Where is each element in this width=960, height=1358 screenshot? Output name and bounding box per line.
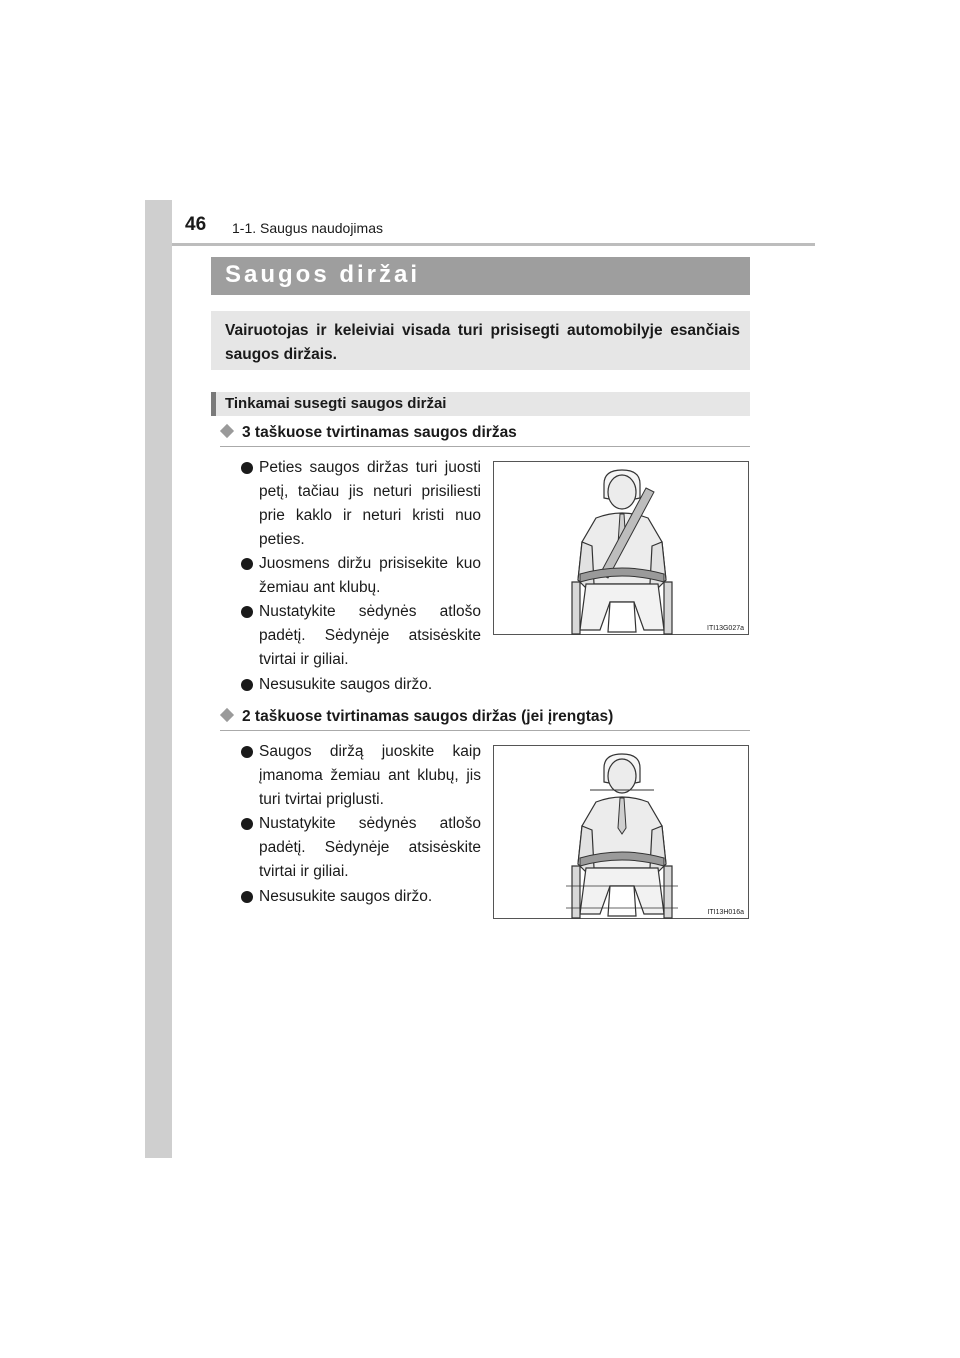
bullet-icon <box>241 891 253 903</box>
section-divider <box>220 446 750 447</box>
figure-code: ITI13G027a <box>707 625 744 632</box>
subheading-text: Tinkamai susegti saugos diržai <box>225 395 447 412</box>
bullet-icon <box>241 746 253 758</box>
list-item-text: Saugos diržą juoskite kaip įmanoma žemiau ant klubų, jis turi tvirtai priglusti. <box>259 743 481 808</box>
title-bar <box>211 257 750 295</box>
intro-box <box>211 311 750 370</box>
list-item-text: Nustatykite sėdynės atlošo padėtį. Sėdynėje atsisėskite tvirtai ir giliai. <box>259 603 481 668</box>
section-heading-text: 2 taškuose tvirtinamas saugos diržas (jei įrengtas) <box>242 708 614 725</box>
list-item-text: Nesusukite saugos diržo. <box>259 676 433 693</box>
breadcrumb: 1-1. Saugus naudojimas <box>232 220 383 236</box>
list-item-text: Juosmens diržu prisisekite kuo žemiau ant klubų. <box>259 555 481 596</box>
subheading-accent <box>211 392 216 416</box>
page-title: Saugos diržai <box>225 261 421 288</box>
section-divider <box>220 730 750 731</box>
diamond-icon <box>220 708 234 722</box>
figure-2-point-belt <box>493 745 749 919</box>
page-number: 46 <box>185 214 207 235</box>
list-item-text: Nesusukite saugos diržo. <box>259 888 433 905</box>
seated-person-illustration <box>494 462 750 636</box>
subheading-bar <box>211 392 750 416</box>
bullet-icon <box>241 818 253 830</box>
seated-person-illustration <box>494 746 750 920</box>
bullet-icon <box>241 462 253 474</box>
figure-code: ITI13H016a <box>707 909 744 916</box>
bullet-icon <box>241 606 253 618</box>
list-item-text: Nustatykite sėdynės atlošo padėtį. Sėdynėje atsisėskite tvirtai ir giliai. <box>259 815 481 880</box>
section-heading-3-point <box>220 424 750 442</box>
side-strip <box>145 200 172 1158</box>
diamond-icon <box>220 424 234 438</box>
section-heading-2-point <box>220 708 750 726</box>
list-item-text: Peties saugos diržas turi juosti petį, tačiau jis neturi prisiliesti prie kaklo ir neturi kristi nuo peties. <box>259 459 481 548</box>
section-heading-text: 3 taškuose tvirtinamas saugos diržas <box>242 424 517 441</box>
bullet-icon <box>241 679 253 691</box>
figure-3-point-belt <box>493 461 749 635</box>
intro-text: Vairuotojas ir keleiviai visada turi prisisegti automobilyje esančiais saugos diržais. <box>225 322 740 363</box>
bullet-icon <box>241 558 253 570</box>
header-divider <box>172 243 815 246</box>
